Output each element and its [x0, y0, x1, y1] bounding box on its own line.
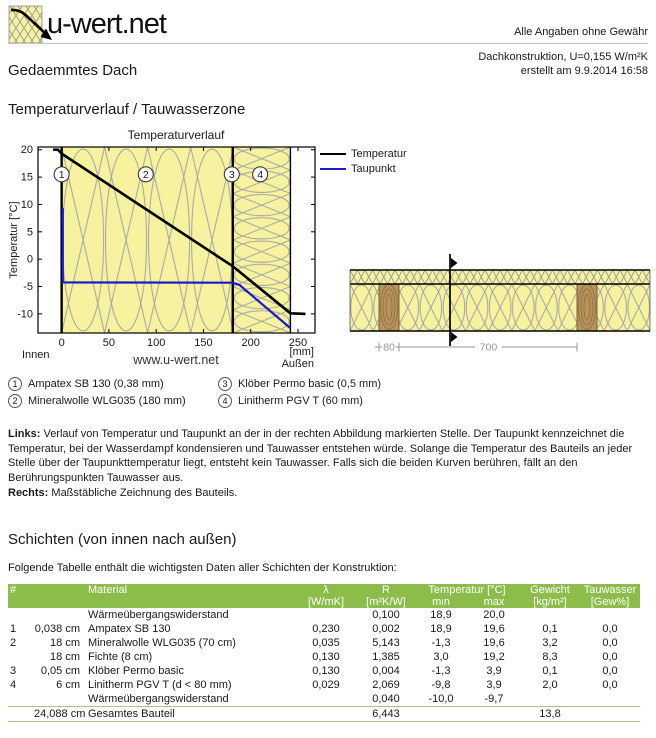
table-total-cell: [8, 707, 34, 722]
table-cell: Fichte (8 cm): [88, 651, 153, 663]
table-total-cell: Gesamtes Bauteil: [80, 707, 294, 722]
table-cell: 0,05 cm: [40, 665, 80, 677]
x-tick-label: 200: [241, 337, 260, 349]
description-text: [8, 427, 650, 501]
marker-arrow-bottom: [451, 332, 458, 342]
table-cell: 0,1: [542, 665, 558, 677]
dimension-700: 700: [479, 341, 498, 354]
table-cell: 0,0: [602, 665, 618, 677]
materials-legend: [8, 377, 438, 408]
x-tick-label: 100: [146, 337, 166, 349]
table-cell: 0,100: [372, 609, 400, 621]
layer-marker-number: 3: [228, 168, 235, 181]
col-header-num: #: [8, 584, 34, 596]
table-cell: [8, 650, 34, 664]
table-cell: 0,230: [312, 623, 340, 635]
table-header-row: [8, 584, 640, 596]
col-subheader-blank: [34, 596, 80, 608]
table-cell: 2: [10, 637, 17, 649]
table-total-cell: 13,8: [520, 707, 580, 722]
material-label: Mineralwolle WLG035 (180 mm): [28, 395, 186, 407]
table-cell: Wärmeübergangswiderstand: [88, 693, 229, 705]
material-legend-item: [218, 377, 438, 391]
construction-uvalue-text: Dachkonstruktion, U=0,155 W/m²K: [478, 51, 648, 63]
layer-marker-number: 2: [142, 168, 149, 181]
table-cell: Klöber Permo basic: [88, 665, 184, 677]
table-cell: 0,1: [542, 623, 558, 635]
table-cell: 6 cm: [56, 679, 80, 691]
document-info: [478, 50, 648, 78]
legend-line-sample: [320, 153, 346, 155]
col-subheader-r-unit: [m²K/W]: [358, 596, 414, 608]
header-divider: [8, 43, 648, 44]
col-subheader-temp-max: max: [468, 596, 520, 608]
table-cell: 3,9: [486, 665, 502, 677]
table-cell: 2,069: [372, 679, 400, 691]
table-header-units-row: [8, 596, 640, 608]
table-cell: Mineralwolle WLG035 (70 cm): [88, 637, 236, 649]
table-cell: -1,3: [431, 637, 451, 649]
axis-label-aussen: Außen: [281, 358, 314, 370]
rechts-body: Maßstäbliche Zeichnung des Bauteils.: [48, 486, 238, 499]
table-intro: Folgende Tabelle enthält die wichtigsten Daten aller Schichten der Konstruktion:: [8, 562, 397, 574]
x-tick-label: 0: [58, 337, 65, 349]
table-cell: 1,385: [372, 651, 400, 663]
table-cell: 0,130: [312, 651, 340, 663]
chart-ylabel: Temperatur [°C]: [8, 201, 20, 279]
table-cell: Wärmeübergangswiderstand: [88, 609, 229, 621]
material-label: Linitherm PGV T (60 mm): [238, 395, 363, 407]
table-cell: -1,3: [431, 665, 451, 677]
table-cell: 3,9: [486, 679, 502, 691]
col-header-spacer: [34, 584, 80, 596]
table-cell: [520, 692, 580, 707]
construction-drawing: [345, 250, 656, 356]
table-total-cell: 6,443: [358, 707, 414, 722]
material-number-badge: 4: [218, 394, 232, 408]
col-header-lambda: λ: [294, 584, 358, 596]
table-row: [8, 664, 640, 678]
material-legend-item: [8, 377, 218, 391]
table-cell: [580, 692, 640, 707]
table-total-cell: [294, 707, 358, 722]
table-cell: 8,3: [542, 651, 558, 663]
material-number-badge: 3: [218, 377, 232, 391]
table-cell: 0,035: [312, 637, 340, 649]
table-cell: Linitherm PGV T (d < 80 mm): [88, 679, 232, 691]
col-subheader-tauwasser-unit: [Gew%]: [580, 596, 640, 608]
table-cell: Ampatex SB 130: [88, 623, 171, 635]
y-tick-label: 15: [20, 171, 33, 184]
table-cell: 4: [10, 679, 17, 691]
table-cell: 0,029: [312, 679, 340, 691]
section-title-temperaturverlauf: Temperaturverlauf / Tauwasserzone: [8, 101, 246, 118]
chart-plot-area: [17, 144, 315, 349]
table-cell: 3: [10, 665, 17, 677]
table-cell: 0,0: [602, 637, 618, 649]
col-header-temperatur: Temperatur [°C]: [414, 584, 520, 596]
table-total-row: [8, 707, 640, 722]
table-cell: [294, 692, 358, 707]
table-cell: [580, 608, 640, 622]
table-total-cell: [580, 707, 640, 722]
layers-table: [8, 584, 640, 722]
x-tick-label: 50: [102, 337, 116, 349]
wood-beam: [379, 284, 399, 331]
table-cell: -9,7: [484, 693, 504, 705]
material-number-badge: 1: [8, 377, 22, 391]
table-cell: 2,0: [542, 679, 558, 691]
y-tick-label: 5: [26, 226, 33, 239]
table-cell: 0,038 cm: [34, 623, 80, 635]
links-paragraph: [8, 427, 650, 486]
table-cell: -9,8: [431, 679, 451, 691]
table-cell: [294, 608, 358, 622]
links-label: Links:: [8, 428, 41, 440]
table-row: [8, 622, 640, 636]
legend-line-sample: [320, 168, 346, 170]
col-header-tauwasser: Tauwasser: [580, 584, 640, 596]
table-total-cell: [468, 707, 520, 722]
legend-label: Taupunkt: [351, 162, 396, 175]
axis-label-innen: Innen: [22, 349, 50, 361]
table-cell: 0,004: [372, 665, 400, 677]
temperature-chart: [6, 125, 340, 373]
chart-legend: [320, 146, 407, 176]
legend-entry: [320, 161, 407, 176]
table-cell: 0,0: [602, 623, 618, 635]
table-cell: 18,9: [430, 609, 452, 621]
legend-entry: [320, 146, 407, 161]
table-cell: 0,0: [602, 679, 618, 691]
table-cell: 18,9: [430, 623, 452, 635]
rechts-paragraph: [8, 486, 650, 501]
marker-arrow-top: [451, 258, 458, 268]
table-cell: 20,0: [483, 609, 505, 621]
table-total-cell: [414, 707, 468, 722]
table-row: [8, 692, 640, 707]
table-row: [8, 608, 640, 622]
material-legend-item: [218, 394, 438, 408]
table-cell: 18 cm: [50, 637, 80, 649]
table-row: [8, 678, 640, 692]
y-tick-label: -5: [23, 281, 33, 293]
table-row: [8, 650, 640, 664]
axis-unit-mm: [mm]: [289, 346, 314, 358]
logo-text: u-wert.net: [47, 8, 166, 40]
chart-title: Temperaturverlauf: [127, 128, 225, 142]
col-header-r: R: [358, 584, 414, 596]
table-cell: [34, 692, 80, 707]
table-cell: [8, 692, 34, 707]
disclaimer-text: Alle Angaben ohne Gewähr: [514, 26, 648, 38]
created-timestamp: erstellt am 9.9.2014 16:58: [520, 65, 648, 77]
col-subheader-blank: [8, 596, 34, 608]
table-total-cell: 24,088 cm: [34, 708, 86, 720]
table-cell: [8, 608, 34, 622]
table-cell: -10,0: [428, 693, 454, 705]
y-tick-label: 10: [20, 198, 33, 211]
table-cell: 0,002: [372, 623, 400, 635]
table-cell: 3,2: [542, 637, 558, 649]
section-title-schichten: Schichten (von innen nach außen): [8, 531, 237, 548]
table-cell: 0,040: [372, 693, 400, 705]
y-tick-label: -10: [17, 308, 33, 321]
col-subheader-blank: [80, 596, 294, 608]
col-subheader-temp-min: min: [414, 596, 468, 608]
dimension-80: 80: [383, 341, 395, 354]
table-cell: [34, 608, 80, 622]
table-cell: [520, 608, 580, 622]
table-cell: 5,143: [372, 637, 400, 649]
layer-marker-number: 4: [257, 168, 264, 181]
table-cell: 19,6: [483, 623, 505, 635]
col-header-material: Material: [80, 584, 294, 596]
material-label: Klöber Permo basic (0,5 mm): [238, 378, 382, 390]
table-cell: 0,130: [312, 665, 340, 677]
legend-label: Temperatur: [351, 147, 407, 160]
y-tick-label: 0: [26, 253, 33, 266]
table-cell: 19,6: [483, 637, 505, 649]
table-cell: 19,2: [483, 651, 505, 663]
table-cell: 18 cm: [50, 651, 80, 663]
rechts-label: Rechts:: [8, 486, 49, 499]
table-cell: 0,0: [602, 651, 618, 663]
x-tick-label: 250: [288, 337, 308, 349]
col-header-gewicht: Gewicht: [520, 584, 580, 596]
table-cell: 3,0: [433, 651, 449, 663]
y-tick-label: 20: [20, 144, 33, 157]
table-cell: 1: [10, 623, 17, 635]
col-subheader-gewicht-unit: [kg/m²]: [520, 596, 580, 608]
layer-marker-number: 1: [58, 168, 65, 181]
document-title: Gedaemmtes Dach: [8, 62, 138, 79]
material-number-badge: 2: [8, 394, 22, 408]
table-row: [8, 636, 640, 650]
watermark-text: www.u-wert.net: [133, 353, 219, 367]
x-tick-label: 150: [194, 337, 213, 349]
material-label: Ampatex SB 130 (0,38 mm): [28, 378, 164, 390]
wood-beam: [577, 284, 597, 331]
material-legend-item: [8, 394, 218, 408]
col-subheader-lambda-unit: [W/mK]: [294, 596, 358, 608]
links-body: Verlauf von Temperatur und Taupunkt an der in der rechten Abbildung markierten Stelle. Der Taupunkt kennzeichnet die Temperatur, bei der Wasserdampf kondensieren und Tauwasser entstehen würde. Solange die Temperatur des Bauteils an jeder Stelle über der Taupunkttemperatur liegt, entsteht kein Tauwasser. Falls sich die beiden Kurven berühren, fällt an den Berührungspunkten Tauwasser aus.: [8, 428, 633, 485]
